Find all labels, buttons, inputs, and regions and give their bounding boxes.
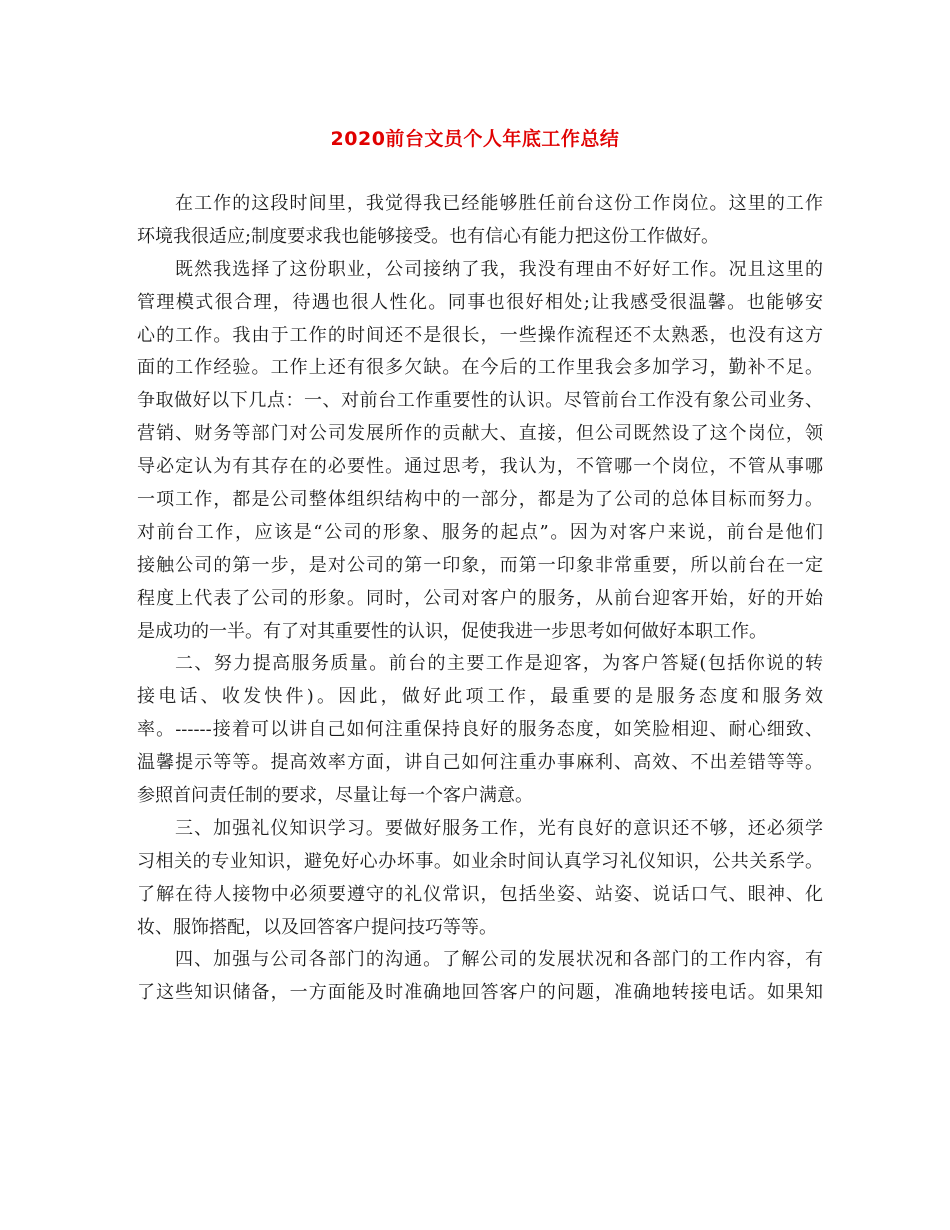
text-line: 接电话、收发快件)。因此，做好此项工作，最重要的是服务态度和服务效 <box>137 686 823 708</box>
text-line: 管理模式很合理，待遇也很人性化。同事也很好相处;让我感受很温馨。也能够安 <box>137 291 823 313</box>
document-body <box>137 188 823 1010</box>
text-line: 一项工作，都是公司整体组织结构中的一部分，都是为了公司的总体目标而努力。 <box>137 489 823 511</box>
text-line: 习相关的专业知识，避免好心办坏事。如业余时间认真学习礼仪知识，公共关系学。 <box>137 850 823 872</box>
text-line: 导必定认为有其存在的必要性。通过思考，我认为，不管哪一个岗位，不管从事哪 <box>137 456 823 478</box>
text-line: 三、加强礼仪知识学习。要做好服务工作，光有良好的意识还不够，还必须学 <box>175 817 823 839</box>
document-title: 2020前台文员个人年底工作总结 <box>330 128 620 150</box>
text-line: 既然我选择了这份职业，公司接纳了我，我没有理由不好好工作。况且这里的 <box>175 258 823 280</box>
text-line: 温馨提示等等。提高效率方面，讲自己如何注重办事麻利、高效、不出差错等等。 <box>137 752 823 774</box>
text-line: 四、加强与公司各部门的沟通。了解公司的发展状况和各部门的工作内容，有 <box>175 949 823 971</box>
text-line: 对前台工作，应该是“公司的形象、服务的起点”。因为对客户来说，前台是他们 <box>137 521 823 543</box>
text-line: 程度上代表了公司的形象。同时，公司对客户的服务，从前台迎客开始，好的开始 <box>137 587 823 609</box>
text-line: 心的工作。我由于工作的时间还不是很长，一些操作流程还不太熟悉，也没有这方 <box>137 324 823 346</box>
text-line: 参照首问责任制的要求，尽量让每一个客户满意。 <box>137 785 533 807</box>
text-line: 面的工作经验。工作上还有很多欠缺。在今后的工作里我会多加学习，勤补不足。 <box>137 357 823 379</box>
text-line: 环境我很适应;制度要求我也能够接受。也有信心有能力把这份工作做好。 <box>137 225 720 247</box>
text-line: 了这些知识储备，一方面能及时准确地回答客户的问题，准确地转接电话。如果知 <box>137 982 823 1004</box>
text-line: 接触公司的第一步，是对公司的第一印象，而第一印象非常重要，所以前台在一定 <box>137 554 823 576</box>
text-line: 在工作的这段时间里，我觉得我已经能够胜任前台这份工作岗位。这里的工作 <box>175 193 823 214</box>
text-line: 率。------接着可以讲自己如何注重保持良好的服务态度，如笑脸相迎、耐心细致、 <box>137 719 823 741</box>
text-line: 营销、财务等部门对公司发展所作的贡献大、直接，但公司既然设了这个岗位，领 <box>137 423 823 445</box>
text-line: 是成功的一半。有了对其重要性的认识，促使我进一步思考如何做好本职工作。 <box>137 620 767 642</box>
text-line: 争取做好以下几点：一、对前台工作重要性的认识。尽管前台工作没有象公司业务、 <box>137 390 823 412</box>
text-line: 二、努力提高服务质量。前台的主要工作是迎客，为客户答疑(包括你说的转 <box>175 653 823 675</box>
text-line: 妆、服饰搭配，以及回答客户提问技巧等等。 <box>137 916 497 938</box>
text-line: 了解在待人接物中必须要遵守的礼仪常识，包括坐姿、站姿、说话口气、眼神、化 <box>137 883 823 905</box>
